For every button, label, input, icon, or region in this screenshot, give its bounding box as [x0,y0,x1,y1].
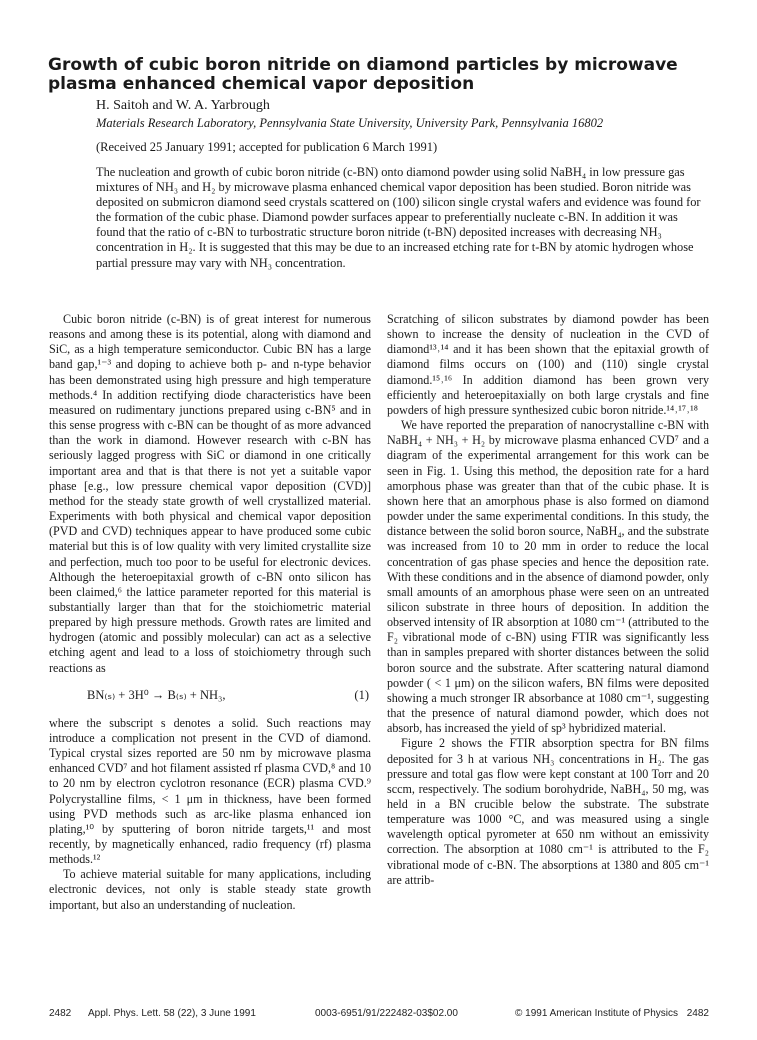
paragraph-growth-methods: where the subscript s denotes a solid. Such reactions may introduce a complication not present in the CVD of diamond. Typical crystal sizes reported are 50 nm by microwave plasma enhanced CVD⁷ and hot filament assisted rf plasma CVD,⁸ and 10 to 20 nm by electron cyclotron resonance (ECR) plasma CVD.⁹ Polycrystalline films, < 1 μm in thickness, have been formed using PVD methods such as arc-like plasma enhanced ion plating,¹⁰ by sputtering of boron nitride targets,¹¹ and most recently, by magnetically enhanced, radio frequency (rf) plasma methods.¹² [49,715,371,867]
footer-journal-citation: Appl. Phys. Lett. 58 (22), 3 June 1991 [88,1008,256,1019]
right-column [387,312,709,888]
footer-issn: 0003-6951/91/222482-03$02.00 [315,1008,458,1019]
footer-page-number-right: 2482 [686,1008,709,1019]
abstract: The nucleation and growth of cubic boron nitride (c-BN) onto diamond powder using solid NaBH₄ in low pressure gas mixtures of NH₃ and H₂ by microwave plasma enhanced chemical vapor deposition has been studied. Boron nitride was deposited on submicron diamond seed crystals scattered on (100) silicon single crystal wafers and evidence was found for the formation of the cubic phase. Diamond powder surfaces appear to preferentially nucleate c-BN. In addition it was found that the ratio of c-BN to turbostratic structure boron nitride (t-BN) deposited increases with decreasing NH₃ concentration in H₂. It is suggested that this may be due to an increased etching rate for t-BN by atomic hydrogen whose partial pressure may vary with NH₃ concentration. [96,165,701,270]
paragraph-nucleation: To achieve material suitable for many applications, including electronic devices, not only is stable steady state growth important, but also an understanding of nucleation. [49,867,371,912]
article-title: Growth of cubic boron nitride on diamond particles by microwave plasma enhanced chemical vapor deposition [48,55,678,94]
footer-copyright: © 1991 American Institute of Physics [515,1008,679,1019]
received-dates: (Received 25 January 1991; accepted for publication 6 March 1991) [96,140,438,154]
authors: H. Saitoh and W. A. Yarbrough [96,98,270,113]
page-footer [49,1008,709,1022]
left-column [49,312,371,913]
paragraph-ftir: Figure 2 shows the FTIR absorption spectra for BN films deposited for 3 h at various NH₃ concentrations in H₂. The gas pressure and total gas flow were kept constant at 100 Torr and 20 sccm, respectively. The sodium borohydride, NaBH₄, 50 mg, was held in a BN crucible below the substrate. The substrate temperature was 1000 °C, and was measured using a single wavelength optical pyrometer at 650 nm without an emissivity correction. The absorption at 1080 cm⁻¹ is attributed to the F₂ vibrational mode of c-BN. The absorptions at 1380 and 805 cm⁻¹ are attrib- [387,736,709,887]
affiliation: Materials Research Laboratory, Pennsylvania State University, University Park, Pennsylvania 16802 [96,116,604,130]
paragraph-intro: Cubic boron nitride (c-BN) is of great interest for numerous reasons and among these is its potential, along with diamond and SiC, as a high temperature semiconductor. Cubic BN has a large band gap,¹⁻³ and doping to achieve both p- and n-type behavior has been demonstrated using high pressure and high temperature methods.⁴ In addition rectifying diode characteristics have been measured on rudimentary junctions prepared using c-BN⁵ and in this sense progress with c-BN can be thought of as more advanced than the work in diamond. However research with c-BN has seriously lagged progress with SiC or diamond in one critically important area and that is that there is not yet a suitable vapor phase [e.g., low pressure chemical vapor deposition (CVD)] method for the steady state growth of well crystallized material. Experiments with both physical and chemical vapor deposition (PVD and CVD) techniques appear to have produced some cubic material but this is of low quality with very limited crystallite size and perfection, much too poor to be useful for electronic devices. Although the heteroepitaxial growth of c-BN onto silicon has been claimed,⁶ the lattice parameter reported for this material is substantially larger than that for the stoichiometric material prepared by high pressure methods. Growth rates are limited and hydrogen (atomic and possibly molecular) can act as a selective etching agent and lead to a loss of stoichiometry through such reactions as [49,312,371,675]
equation-expression: BN₍ₛ₎ + 3H⁰ → B₍ₛ₎ + NH₃, [87,688,226,703]
equation-1 [49,676,371,716]
paragraph-scratching: Scratching of silicon substrates by diamond powder has been shown to increase the density of nucleation in the CVD of diamond¹³˒¹⁴ and it has been shown that the epitaxial growth of diamond films occurs on (100) and (110) single crystal diamond.¹⁵˒¹⁶ In addition diamond has been grown very efficiently and heteroepitaxially on both large crystals and fine powders of high pressure synthesized cubic boron nitride.¹⁴˒¹⁷˒¹⁸ [387,312,709,417]
equation-number: (1) [354,688,369,703]
footer-page-number-left: 2482 [49,1008,72,1019]
paragraph-preparation: We have reported the preparation of nanocrystalline c-BN with NaBH₄ + NH₃ + H₂ by microwave plasma enhanced CVD⁷ and a diagram of the experimental arrangement for this work can be seen in Fig. 1. Using this method, the deposition rate for a hard amorphous phase was greater than that of the cubic phase. It is shown here that an amorphous phase is also formed on diamond powder under the same experimental conditions. In this study, the distance between the solid boron source, NaBH₄, and the substrate was increased from 10 to 20 mm in order to reduce the local concentration of gas phase species and hence the deposition rate. With these conditions and in the absence of diamond powder, only small amounts of an amorphous phase were seen on an untreated silicon substrate in three hours of deposition. In addition the observed intensity of IR absorption at 1080 cm⁻¹ (attributed to the F₂ vibrational mode of c-BN) using FTIR was significantly less than in samples prepared with shorter distances between the solid boron source and the substrate. After scattering natural diamond powder ( < 1 μm) on the silicon wafers, BN films were deposited showing a much stronger IR absorbance at 1080 cm⁻¹, suggesting that the presence of natural diamond powder, which does not absorb, has increased the yield of sp³ hybridized material. [387,418,709,736]
